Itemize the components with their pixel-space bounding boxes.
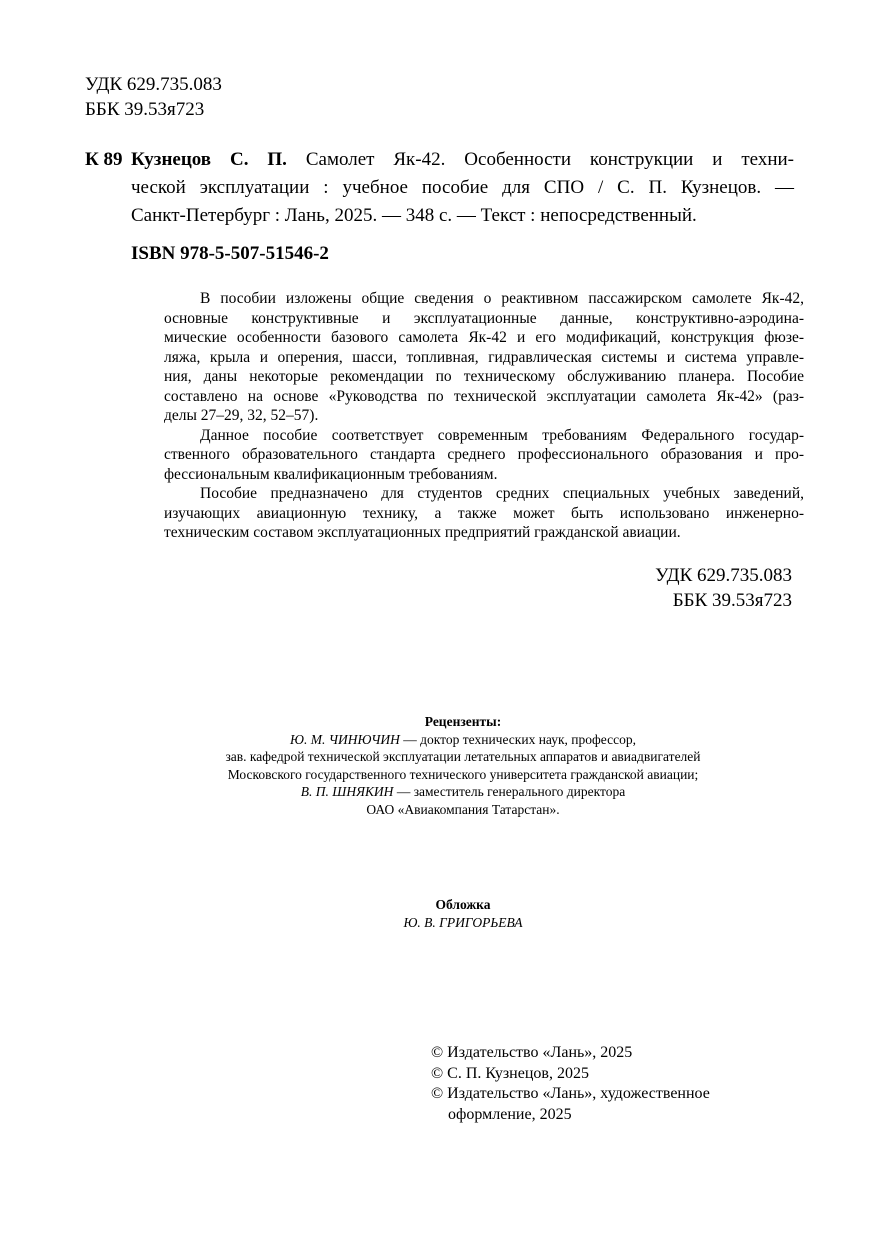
classification-top [85, 72, 222, 122]
biblio-line-2: ческой эксплуатации : учебное пособие для СПО / С. П. Кузнецов. — [131, 177, 794, 198]
copyright-line: © Издательство «Лань», 2025 [431, 1044, 633, 1061]
reviewer-2-line-2: ОАО «Авиакомпания Татарстан». [366, 801, 560, 817]
reviewer-1-line-3: Московского государственного технического университета гражданской авиации; [227, 766, 699, 782]
abstract-line: Пособие предназначено для студентов средних специальных учебных заведений, [200, 485, 804, 502]
abstract-line: ственного образовательного стандарта среднего профессионального образования и про- [164, 446, 804, 463]
isbn: ISBN 978-5-507-51546-2 [131, 243, 329, 264]
biblio-title: Самолет Як-42. Особенности конструкции и техни- [286, 149, 794, 170]
biblio-line-3: Санкт-Петербург : Лань, 2025. — 348 с. — Текст : непосредственный. [131, 205, 697, 226]
abstract-line: изучающих авиационную технику, а также может быть использовано инженерно- [164, 504, 804, 522]
bbk-code: ББК 39.53я723 [672, 590, 792, 611]
reviewer-1-line-1 [0, 731, 876, 749]
abstract-line: ляжа, крыла и оперения, шасси, топливная, гидравлическая системы и система управле- [164, 348, 804, 366]
cover-heading: Обложка [435, 897, 491, 912]
bibliographic-record [131, 146, 794, 230]
author-mark: К 89 [85, 149, 123, 170]
udk-code: УДК 629.735.083 [85, 74, 222, 95]
bbk-code: ББК 39.53я723 [85, 99, 205, 120]
abstract [164, 289, 804, 543]
copyright-line: оформление, 2025 [448, 1105, 572, 1123]
author-name: Кузнецов С. П. [131, 149, 287, 170]
biblio-line-1 [131, 146, 794, 174]
abstract-line: составлено на основе «Руководства по технической эксплуатации самолета Як-42» (раз- [164, 387, 804, 405]
reviewer-1-line-2: зав. кафедрой технической эксплуатации летательных аппаратов и авиадвигателей [225, 749, 701, 764]
abstract-line: техническим составом эксплуатационных предприятий гражданской авиации. [164, 524, 681, 541]
reviewer-2-line-1 [0, 783, 876, 801]
abstract-line: В пособии изложены общие сведения о реактивном пассажирском самолете Як-42, [200, 290, 804, 307]
classification-bottom [655, 563, 792, 613]
reviewer-2-name: В. П. ШНЯКИН [300, 784, 394, 799]
reviewers-block [0, 713, 876, 818]
copyright-line: © С. П. Кузнецов, 2025 [431, 1064, 589, 1082]
abstract-line: фессиональным квалификационным требованиям. [164, 465, 498, 483]
copyright-line: © Издательство «Лань», художественное [431, 1085, 710, 1102]
abstract-line: ния, даны некоторые рекомендации по техническому обслуживанию планера. Пособие [164, 368, 804, 385]
cover-credit [0, 896, 876, 931]
reviewer-1-name: Ю. М. ЧИНЮЧИН [290, 731, 400, 747]
reviewers-heading: Рецензенты: [424, 714, 502, 729]
abstract-line: мические особенности базового самолета Як-42 и его модификаций, конструкция фюзе- [164, 329, 804, 346]
reviewer-2-title: — заместитель генерального директора [393, 784, 626, 799]
abstract-line: делы 27–29, 32, 52–57). [164, 407, 319, 424]
cover-designer: Ю. В. ГРИГОРЬЕВА [403, 914, 523, 930]
abstract-line: основные конструктивные и эксплуатационные данные, конструктивно-аэродина- [164, 309, 804, 327]
udk-code: УДК 629.735.083 [655, 565, 792, 586]
copyright-block [431, 1043, 710, 1125]
abstract-line: Данное пособие соответствует современным требованиям Федерального государ- [200, 426, 804, 444]
reviewer-1-title: — доктор технических наук, профессор, [399, 731, 636, 747]
